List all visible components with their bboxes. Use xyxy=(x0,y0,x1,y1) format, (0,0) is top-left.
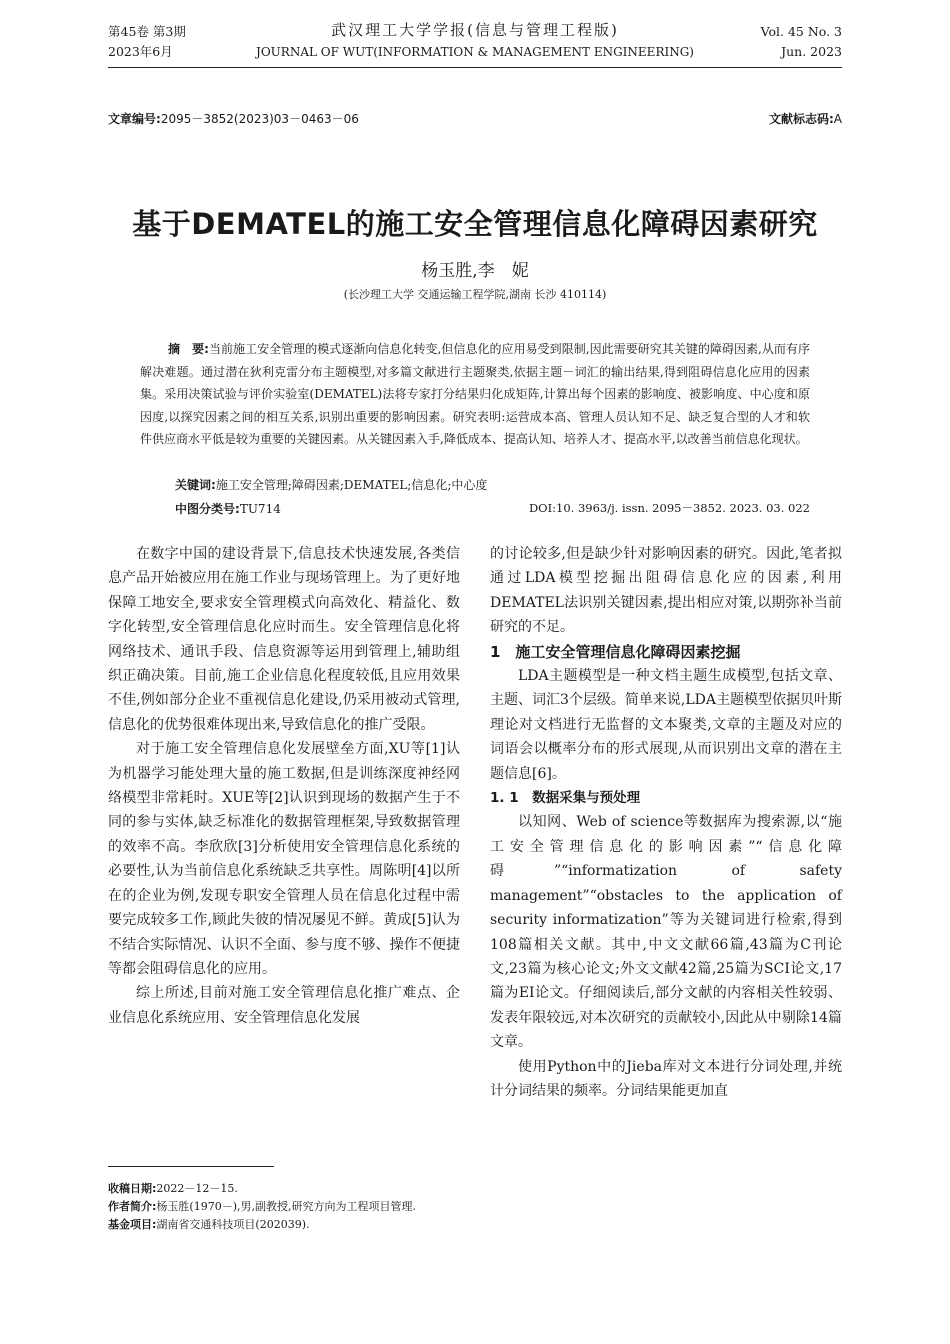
received-value: 2022－12－15. xyxy=(156,1182,238,1195)
received-date xyxy=(108,1180,238,1198)
abstract xyxy=(140,338,810,451)
abstract-text: 当前施工安全管理的模式逐渐向信息化转变,但信息化的应用易受到限制,因此需要研究其关键的障碍因素,从而有序解决难题。通过潜在狄利克雷分布主题模型,对多篇文献进行主题聚类,依据主题－词汇的输出结果,得到阻碍信息化应用的因素集。采用决策试验与评价实验室(DEMATEL)法将专家打分结果归化成矩阵,计算出每个因素的影响度、被影响度、中心度和原因度,以探究因素之间的相互关系,识别出重要的影响因素。研究表明:运营成本高、管理人员认知不足、缺乏复合型的人才和软件供应商水平低是较为重要的关键因素。从关键因素入手,降低成本、提高认知、培养人才、提高水平,以改善当前信息化现状。 xyxy=(140,342,810,446)
article-number-label: 文章编号: xyxy=(108,112,161,126)
body-paragraph: 对于施工安全管理信息化发展壁垒方面,XU等[1]认为机器学习能处理大量的施工数据,但是训练深度神经网络模型非常耗时。XUE等[2]认识到现场的数据产生于不同的参与实体,缺乏标准化的数据管理框架,导致数据管理的效率不高。李欣欣[3]分析使用安全管理信息化系统的必要性,认为当前信息化系统缺乏共享性。周陈明[4]以所在的企业为例,发现专职安全管理人员在信息化过程中需要完成较多工作,顾此失彼的情况屡见不鲜。黄成[5]认为不结合实际情况、认识不全面、参与度不够、操作不便捷等都会阻碍信息化的应用。 xyxy=(108,741,460,977)
keywords-label: 关键词: xyxy=(175,478,216,492)
paper-title: 基于DEMATEL的施工安全管理信息化障碍因素研究 xyxy=(132,207,818,241)
date-en: Jun. 2023 xyxy=(781,44,842,59)
header-rule xyxy=(108,67,842,68)
keywords-text: 施工安全管理;障碍因素;DEMATEL;信息化;中心度 xyxy=(215,478,488,492)
fund-label: 基金项目: xyxy=(108,1218,157,1231)
issue-date: 2023年6月 xyxy=(108,44,173,59)
body-left-column xyxy=(108,542,460,1030)
body-paragraph-continued: 的讨论较多,但是缺少针对影响因素的研究。因此,笔者拟通过LDA模型挖掘出阻碍信息化应的因素,利用DEMATEL法识别关键因素,提出相应对策,以期弥补当前研究的不足。 xyxy=(490,546,842,636)
document-code-value: A xyxy=(833,112,842,126)
fund-value: 湖南省交通科技项目(202039). xyxy=(156,1218,310,1231)
received-label: 收稿日期: xyxy=(108,1182,157,1195)
affiliation: (长沙理工大学 交通运输工程学院,湖南 长沙 410114) xyxy=(343,288,607,301)
subsection-heading: 1. 1 数据采集与预处理 xyxy=(490,790,641,807)
journal-title-cn: 武汉理工大学学报(信息与管理工程版) xyxy=(331,21,619,39)
body-paragraph: 使用Python中的Jieba库对文本进行分词处理,并统计分词结果的频率。分词结果能更加直 xyxy=(490,1058,842,1099)
abstract-label: 摘 要: xyxy=(168,342,209,356)
body-paragraph: 综上所述,目前对施工安全管理信息化推广难点、企业信息化系统应用、安全管理信息化发展 xyxy=(108,985,460,1026)
footnote-rule xyxy=(108,1166,274,1167)
article-number xyxy=(108,110,359,127)
body-paragraph: LDA主题模型是一种文档主题生成模型,包括文章、主题、词汇3个层级。简单来说,LDA主题模型依据贝叶斯理论对文档进行无监督的文本聚类,文章的主题及对应的词语会以概率分布的形式展现,从而识别出文章的潜在主题信息[6]。 xyxy=(490,668,842,782)
author-bio-label: 作者简介: xyxy=(108,1200,157,1213)
document-code xyxy=(769,110,842,127)
author-bio-value: 杨玉胜(1970－),男,副教授,研究方向为工程项目管理. xyxy=(156,1200,416,1213)
fund-info xyxy=(108,1216,309,1234)
journal-title-en: JOURNAL OF WUT(INFORMATION & MANAGEMENT ENGINEERING) xyxy=(256,45,694,59)
document-code-label: 文献标志码: xyxy=(768,112,834,126)
author-bio xyxy=(108,1198,416,1216)
doi: DOI:10. 3963/j. issn. 2095－3852. 2023. 03. 022 xyxy=(528,501,810,515)
keywords xyxy=(175,476,815,493)
clc-label: 中图分类号: xyxy=(175,502,240,516)
volume-issue: 第45卷 第3期 xyxy=(108,24,186,39)
section-heading: 1 施工安全管理信息化障碍因素挖掘 xyxy=(490,642,741,661)
body-paragraph: 在数字中国的建设背景下,信息技术快速发展,各类信息产品开始被应用在施工作业与现场管理上。为了更好地保障工地安全,要求安全管理模式向高效化、精益化、数字化转型,安全管理信息化应时而生。安全管理信息化将网络技术、通讯手段、信息资源等运用到管理上,辅助组织正确决策。目前,施工企业信息化程度较低,且应用效果不佳,例如部分企业不重视信息化建设,仍采用被动式管理,信息化的优势很难体现出来,导致信息化的推广受限。 xyxy=(108,546,460,733)
clc-text: TU714 xyxy=(239,502,281,516)
body-right-column xyxy=(490,542,842,1103)
body-paragraph: 以知网、Web of science等数据库为搜索源,以“施工安全管理信息化的影响因素”“信息化障碍”“informatization of safety management”“obstacles to the application of security informatization”等为关键词进行检索,得到108篇相关文献。其中,中文文献66篇,43篇为C刊论文,23篇为核心论文;外文文献42篇,25篇为SCI论文,17篇为EI论文。仔细阅读后,部分文献的内容相关性较弱、发表年限较远,对本次研究的贡献较小,因此从中剔除14篇文章。 xyxy=(490,814,842,1051)
article-number-value: 2095－3852(2023)03－0463－06 xyxy=(160,112,359,126)
authors: 杨玉胜,李 妮 xyxy=(421,261,529,281)
volume-en: Vol. 45 No. 3 xyxy=(760,24,842,39)
